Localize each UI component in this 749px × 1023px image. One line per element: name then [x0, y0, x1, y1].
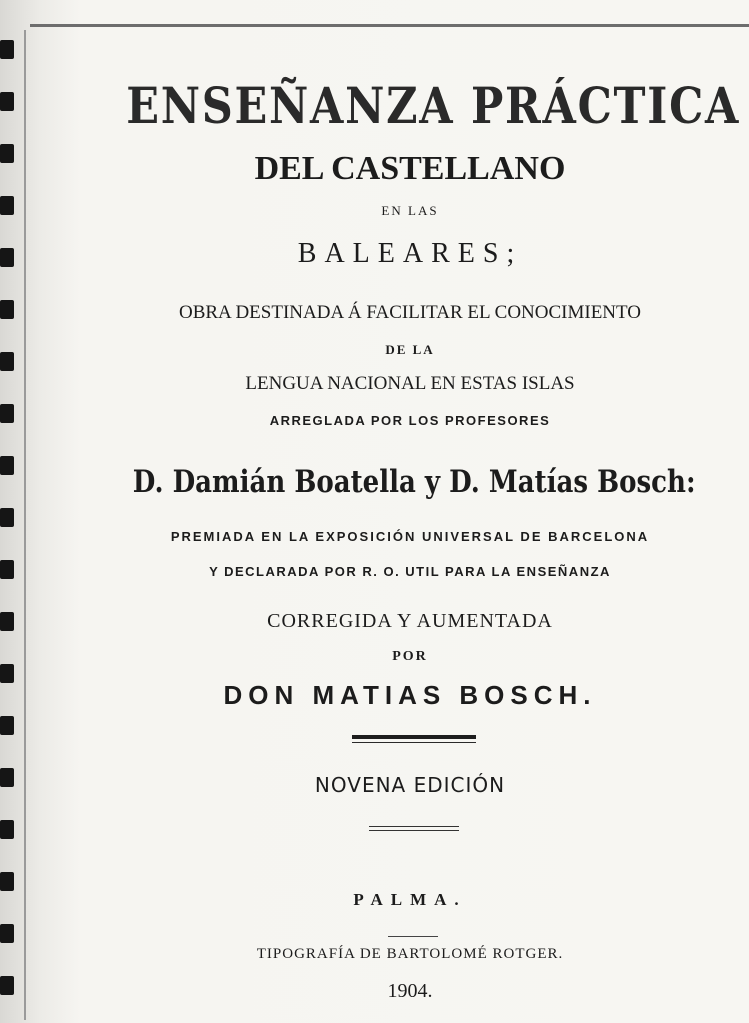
binding-ring: [0, 820, 14, 839]
imprint-printer: TIPOGRAFÍA DE BARTOLOMÉ ROTGER.: [256, 946, 564, 962]
declaration-line: Y DECLARADA POR R. O. UTIL PARA LA ENSEÑANZA: [209, 564, 611, 579]
binding-ring: [0, 92, 14, 111]
binding-ring: [0, 872, 14, 891]
top-edge-rule: [30, 24, 749, 27]
binding-ring: [0, 560, 14, 579]
binding-ring: [0, 924, 14, 943]
double-rule-top: [369, 826, 459, 827]
edition-label: NOVENA EDICIÓN: [314, 773, 506, 797]
book-title: ENSEÑANZA PRÁCTICA: [126, 76, 741, 135]
award-line: PREMIADA EN LA EXPOSICIÓN UNIVERSAL DE BARCELONA: [170, 529, 650, 544]
binding-ring: [0, 196, 14, 215]
revision-line: CORREGIDA Y AUMENTADA: [267, 610, 553, 632]
binding-ring: [0, 976, 14, 995]
authors: D. Damián Boatella y D. Matías Bosch:: [132, 464, 696, 500]
binding-ring: [0, 768, 14, 787]
binding-ring: [0, 716, 14, 735]
ornamental-rule: [352, 735, 476, 739]
purpose-line: OBRA DESTINADA Á FACILITAR EL CONOCIMIENTO: [178, 302, 642, 323]
binding-ring: [0, 248, 14, 267]
imprint-year: 1904.: [387, 980, 433, 1002]
binding-ring: [0, 456, 14, 475]
imprint-city: PALMA.: [353, 890, 467, 909]
book-subtitle: DEL CASTELLANO: [254, 150, 566, 187]
ornamental-rule-thin: [352, 742, 476, 743]
binding-ring: [0, 404, 14, 423]
binding-ring: [0, 612, 14, 631]
binding-ring: [0, 508, 14, 527]
subtitle-region: BALEARES;: [297, 238, 523, 269]
imprint-rule: [388, 936, 438, 937]
binding-ring: [0, 40, 14, 59]
spiral-binding: [0, 0, 26, 1023]
double-rule-bottom: [369, 830, 459, 831]
binding-ring: [0, 352, 14, 371]
subtitle-connector: EN LAS: [381, 203, 439, 218]
purpose-subject: LENGUA NACIONAL EN ESTAS ISLAS: [245, 373, 575, 394]
revision-connector: POR: [392, 649, 428, 664]
binding-ring: [0, 300, 14, 319]
reviser-name: DON MATIAS BOSCH.: [223, 680, 597, 710]
purpose-connector: DE LA: [385, 342, 435, 357]
arranged-by-line: ARREGLADA POR LOS PROFESORES: [269, 413, 551, 428]
spine-shadow: [24, 30, 26, 1020]
binding-ring: [0, 664, 14, 683]
binding-ring: [0, 144, 14, 163]
